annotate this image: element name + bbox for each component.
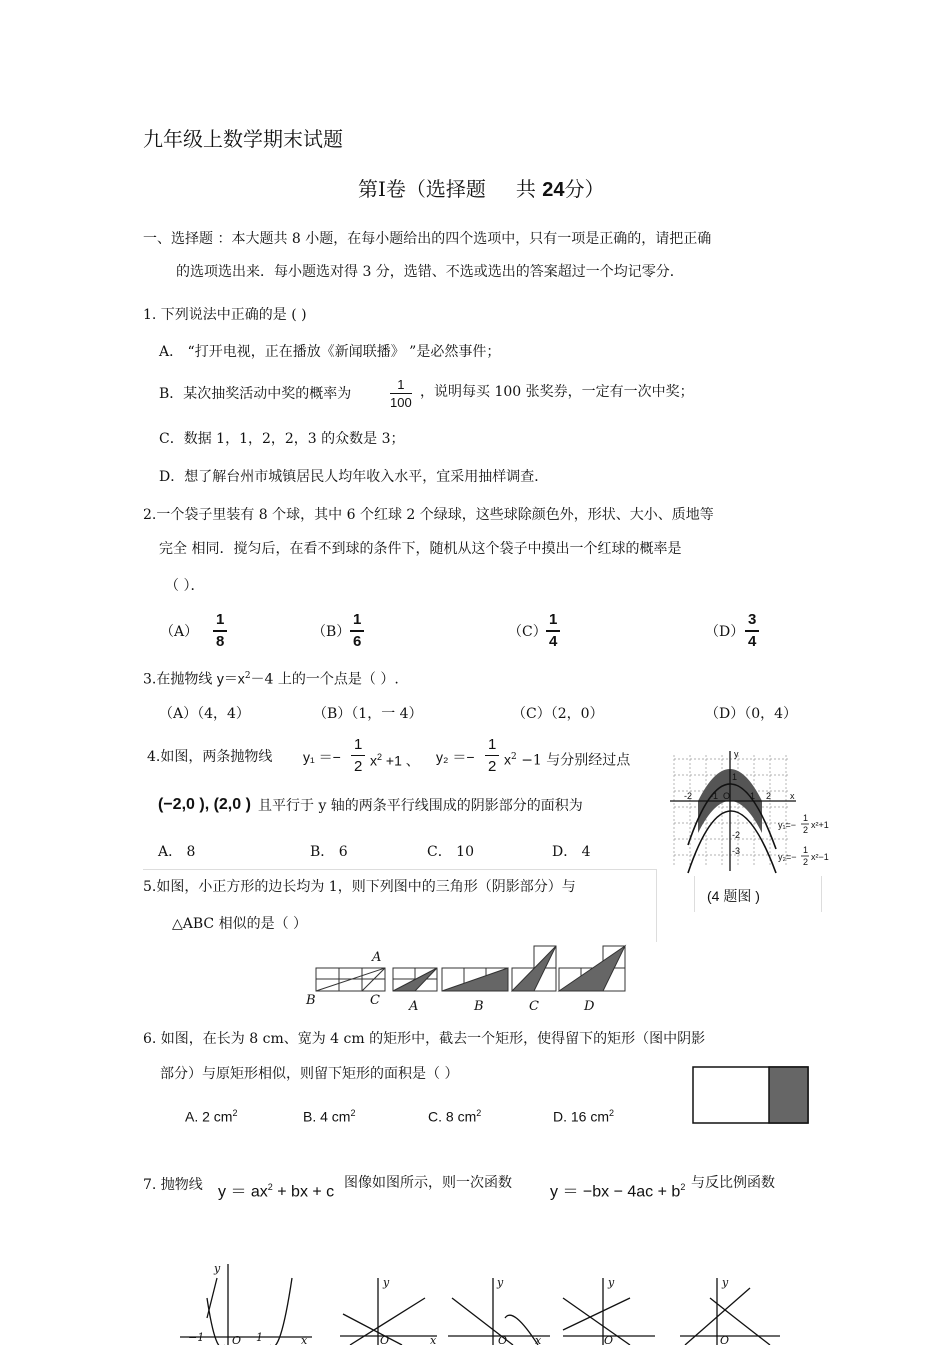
q3-option-b: （B）（1，一 4） xyxy=(313,706,423,722)
q4-y2-half: $\frac{1}{2}$ xyxy=(485,734,499,777)
q7-linear-formula: $y = -bx - 4ac + b^2$ xyxy=(550,1182,686,1201)
fig5-o: O xyxy=(720,1334,730,1345)
q4-y1: y₁ ＝− xyxy=(303,749,341,765)
q1-option-b-post: ，说明每买 100 张奖券，一定有一次中奖； xyxy=(420,384,694,400)
q2-option-c-fraction: $\frac{1}{4}$ xyxy=(546,610,560,652)
tick-label: -2 xyxy=(732,830,741,840)
option-d-label: D xyxy=(584,999,595,1014)
tick-label: -3 xyxy=(732,846,741,856)
q3-option-d: （D）（0，4） xyxy=(705,706,798,722)
label-b: B xyxy=(306,993,316,1008)
q2-option-b-fraction: $\frac{1}{6}$ xyxy=(350,610,364,652)
fig2-x: x xyxy=(430,1334,437,1345)
tick-label: 2 xyxy=(766,791,772,801)
fig1-x: x xyxy=(301,1334,308,1345)
q4-option-a: A． 8 xyxy=(158,844,196,860)
label-c: C xyxy=(370,993,380,1008)
option-a-label: A xyxy=(409,999,419,1014)
fig2-o: O xyxy=(380,1334,390,1345)
instructions-line-2: 的选项选出来．每小题选对得 3 分，选错、不选或选出的答案超过一个均记零分． xyxy=(176,264,684,280)
tick-label: 1 xyxy=(732,772,738,782)
q4-line-2: 且平行于 y 轴的两条平行线围成的阴影部分的面积为 xyxy=(258,798,583,814)
fig2-y: y xyxy=(383,1276,390,1289)
q1-option-b-pre: B．某次抽奖活动中奖的概率为 xyxy=(159,386,352,402)
fig5-y: y xyxy=(722,1276,729,1289)
q6-line-1: 6. 如图，在长为 8 cm、宽为 4 cm 的矩形中，截去一个矩形，使得留下的矩形（图中阴影 xyxy=(143,1031,706,1047)
instructions-line-1: 一、选择题 ：本大题共 8 小题，在每小题给出的四个选项中，只有一项是正确的，请把正确 xyxy=(143,231,712,247)
q1-option-d: D．想了解台州市城镇居民人均年收入水平，宜采用抽样调查． xyxy=(159,469,549,485)
q4-y1-half: $\frac{1}{2}$ xyxy=(351,734,365,777)
fig4-y: y xyxy=(608,1276,615,1289)
frac-den: 2 xyxy=(803,857,809,867)
q4-points: (−2,0 ), (2,0 ) xyxy=(158,796,251,813)
q4-option-b: B． 6 xyxy=(310,844,348,860)
q4-option-d: D． 4 xyxy=(552,844,591,860)
q2-option-d-label: （D） xyxy=(705,624,745,640)
fig3-o: O xyxy=(498,1334,508,1345)
q4-y2-x: $x^2 -1$ 与分别经过点 xyxy=(504,751,631,769)
origin-label: O xyxy=(723,791,731,801)
q1-stem: 1. 下列说法中正确的是 ( ) xyxy=(143,307,307,323)
q6-line-2: 部分）与原矩形相似，则留下矩形的面积是（ ） xyxy=(160,1066,459,1082)
frac-num: 1 xyxy=(803,813,809,823)
fig3-x: x xyxy=(535,1334,542,1345)
page-title: 九年级上数学期末试题 xyxy=(143,127,343,151)
q2-line-2: 完全 相同．搅匀后，在看不到球的条件下，随机从这个袋子中摸出一个红球的概率是 xyxy=(159,541,682,557)
q1-option-c: C．数据 1，1，2，2，3 的众数是 3； xyxy=(159,431,405,447)
tick-label: -2 xyxy=(684,791,693,801)
q2-option-a-fraction: $\frac{1}{8}$ xyxy=(213,610,227,652)
label-a: A xyxy=(372,950,382,965)
q4-option-c: C． 10 xyxy=(427,844,474,860)
q7-mid: 图像如图所示，则一次函数 xyxy=(344,1175,512,1191)
tick-label: 1 xyxy=(750,791,756,801)
option-b-label: B xyxy=(474,999,484,1014)
q1-option-a: A． “打开电视，正在播放《新闻联播》 ”是必然事件； xyxy=(159,344,501,360)
q7-tail: 与反比例函数 xyxy=(691,1175,775,1191)
frac-den: 2 xyxy=(803,825,809,835)
frac-num: 1 xyxy=(803,845,809,855)
fig1-y: y xyxy=(214,1262,221,1275)
q2-option-c-label: （C） xyxy=(508,624,547,640)
fig1-neg1: −1 xyxy=(188,1331,205,1344)
section-header: 第Ⅰ卷（选择题 共 24分） xyxy=(358,177,605,201)
q6-option-d: D. 16 $cm^2$ xyxy=(553,1108,615,1125)
q5-line-2: △ABC 相似的是（ ） xyxy=(172,916,308,932)
q7-figures xyxy=(180,1258,800,1345)
q1-fraction: $\frac{1}{100}$ xyxy=(390,377,412,410)
tick-label: -1 xyxy=(710,791,719,801)
q3-option-c: （C）（2，0） xyxy=(512,706,604,722)
q6-option-c: C. 8 $cm^2$ xyxy=(428,1108,482,1125)
q3-option-a: （A）（4，4） xyxy=(159,706,250,722)
q4-y1-x: $x^2 +1$ 、 xyxy=(370,752,420,769)
fig3-y: y xyxy=(497,1276,504,1289)
q2-line-3: （ ）． xyxy=(165,578,205,594)
curve-label-y1-tail: x²+1 xyxy=(811,820,829,830)
q6-option-a: A. 2 $cm^2$ xyxy=(185,1108,238,1125)
q2-option-b-label: （B） xyxy=(312,624,351,640)
q4-caption: (4 题图 ) xyxy=(707,888,760,904)
option-c-label: C xyxy=(529,999,539,1014)
q3-stem: 3.在抛物线 $y=x^2-4$ 上的一个点是（ ）. xyxy=(143,670,399,688)
q7-stem-pre: 7. 抛物线 xyxy=(143,1177,203,1193)
q5-line-1: 5.如图，小正方形的边长均为 1，则下列图中的三角形（阴影部分）与 xyxy=(143,879,576,895)
fig1-o: O xyxy=(232,1334,242,1345)
fig1-1: 1 xyxy=(256,1331,263,1344)
curve-label-y2-tail: x²−1 xyxy=(811,852,829,862)
q2-option-a-label: （A） xyxy=(160,624,199,640)
fig4-o: O xyxy=(604,1334,614,1345)
curve-label-y1: y₁=− xyxy=(778,820,797,830)
q6-rectangle-figure xyxy=(692,1066,810,1126)
q4-y2: y₂ ＝− xyxy=(436,749,475,765)
q2-option-d-fraction: $\frac{3}{4}$ xyxy=(745,610,759,652)
q6-option-b: B. 4 $cm^2$ xyxy=(303,1108,356,1125)
curve-label-y2: y₂=− xyxy=(778,852,797,862)
q4-stem: 4.如图，两条抛物线 xyxy=(147,749,273,765)
q2-line-1: 2.一个袋子里装有 8 个球，其中 6 个红球 2 个绿球，这些球除颜色外，形状、大小、质地等 xyxy=(143,507,714,523)
x-axis-label: x xyxy=(790,791,795,801)
q7-parabola-formula: $y = ax^2$ + bx + c xyxy=(218,1182,335,1201)
q5-figure xyxy=(304,944,634,1018)
q4-figure xyxy=(666,745,856,875)
y-axis-label: y xyxy=(734,749,739,759)
